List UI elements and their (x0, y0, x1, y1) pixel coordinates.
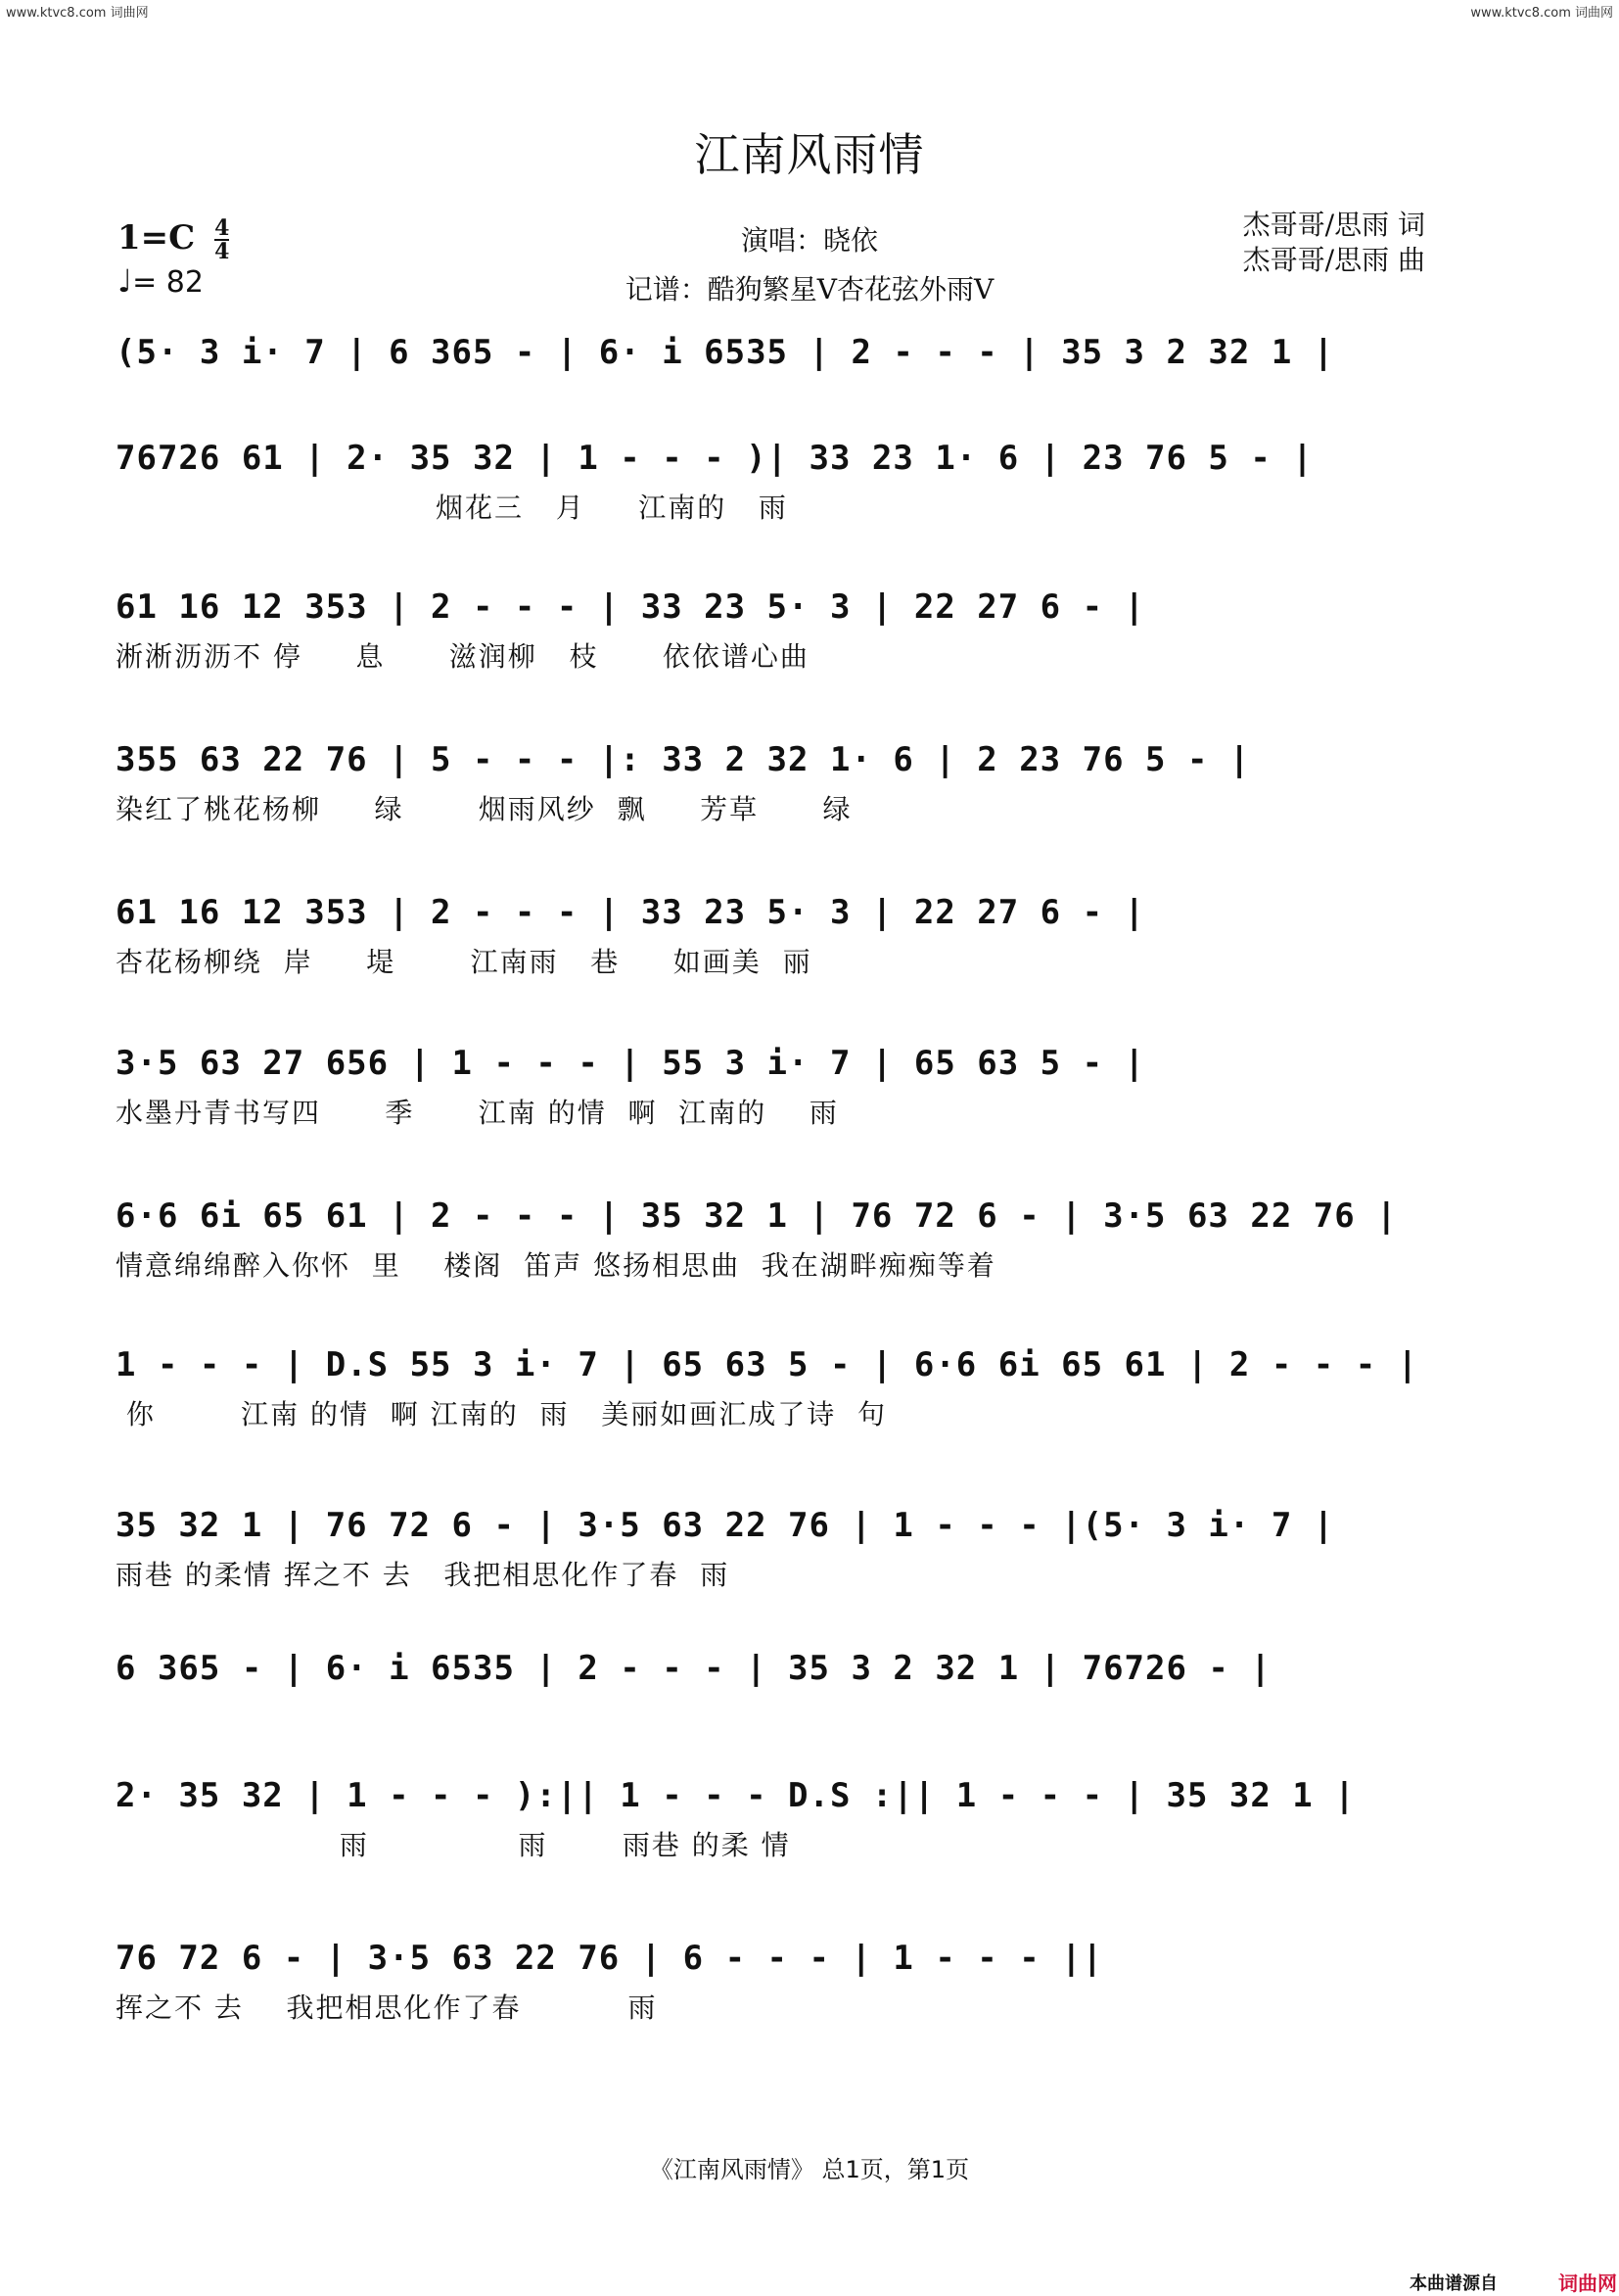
lyricist-credit: 杰哥哥/思雨 词 (1242, 209, 1425, 241)
tempo-value: = 82 (132, 265, 204, 300)
notation-row: (5· 3 i· 7 | 6 365 - | 6· i 6535 | 2 - - - | 35 3 2 32 1 | (116, 333, 1335, 372)
watermark-bottom-right: 词曲网 (1558, 2272, 1617, 2295)
watermark-bottom-left: 本曲谱源自 (1410, 2273, 1498, 2294)
notation-row: 6·6 6i 65 61 | 2 - - - | 35 32 1 | 76 72 6 - | 3·5 63 22 76 | (116, 1196, 1398, 1236)
notation-row: 6 365 - | 6· i 6535 | 2 - - - | 35 3 2 32 1 | 76726 - | (116, 1649, 1272, 1688)
staff-line (116, 740, 1427, 826)
staff-line (116, 439, 1427, 525)
lyrics-row: 染红了桃花杨柳 绿 烟雨风纱 飘 芳草 绿 (116, 793, 853, 825)
lyrics-row (116, 386, 1427, 419)
lyrics-row: 情意绵绵醉入你怀 里 楼阁 笛声 悠扬相思曲 我在湖畔痴痴等着 (116, 1249, 996, 1282)
lyrics-row: 挥之不 去 我把相思化作了春 雨 (116, 1991, 658, 2024)
watermark-top-left: www.ktvc8.com 词曲网 (6, 6, 149, 21)
notation-row: 61 16 12 353 | 2 - - - | 33 23 5· 3 | 22 27 6 - | (116, 893, 1146, 932)
notation-row: 2· 35 32 | 1 - - - ):|| 1 - - - D.S :|| 1 - - - | 35 32 1 | (116, 1776, 1356, 1815)
staff-line (116, 1196, 1427, 1283)
lyrics-row: 你 江南 的情 啊 江南的 雨 美丽如画汇成了诗 句 (116, 1398, 888, 1430)
staff-line (116, 1776, 1427, 1862)
notation-row: 76726 61 | 2· 35 32 | 1 - - - )| 33 23 1· 6 | 23 76 5 - | (116, 439, 1314, 478)
page-footer: 《江南风雨情》 总1页，第1页 (649, 2156, 970, 2183)
staff-line (116, 1649, 1427, 1735)
composer-credit: 杰哥哥/思雨 曲 (1242, 244, 1425, 276)
lyrics-row: 淅淅沥沥不 停 息 滋润柳 枝 依依谱心曲 (116, 640, 810, 673)
staff-line (116, 1044, 1427, 1130)
notation-row: 76 72 6 - | 3·5 63 22 76 | 6 - - - | 1 - - - || (116, 1939, 1104, 1978)
key-label: 1=C (117, 218, 196, 258)
staff-line (116, 1939, 1427, 2025)
notation-row: 35 32 1 | 76 72 6 - | 3·5 63 22 76 | 1 - - - |(5· 3 i· 7 | (116, 1506, 1335, 1545)
staff-line (116, 1345, 1427, 1431)
staff-line (116, 1506, 1427, 1592)
singer-credit: 演唱：晓依 (740, 224, 878, 257)
time-bottom: 4 (214, 239, 230, 264)
watermark-top-right: www.ktvc8.com 词曲网 (1470, 6, 1613, 21)
notation-row: 3·5 63 27 656 | 1 - - - | 55 3 i· 7 | 65 63 5 - | (116, 1044, 1146, 1083)
staff-line (116, 893, 1427, 979)
quarter-note-icon: ♩ (117, 262, 133, 300)
notation-row: 1 - - - | D.S 55 3 i· 7 | 65 63 5 - | 6·6 6i 65 61 | 2 - - - | (116, 1345, 1419, 1384)
time-top: 4 (214, 215, 230, 241)
transcriber-credit: 记谱：酷狗繁星V杏花弦外雨V (624, 273, 995, 305)
lyrics-row: 雨巷 的柔情 挥之不 去 我把相思化作了春 雨 (116, 1559, 730, 1591)
notation-row: 355 63 22 76 | 5 - - - |: 33 2 32 1· 6 | 2 23 76 5 - | (116, 740, 1251, 779)
lyrics-row: 雨 雨 雨巷 的柔 情 (116, 1829, 791, 1861)
lyrics-row: 杏花杨柳绕 岸 堤 江南雨 巷 如画美 丽 (116, 946, 812, 978)
lyrics-row: 烟花三 月 江南的 雨 (116, 492, 788, 524)
lyrics-row (116, 1702, 1427, 1735)
song-title: 江南风雨情 (694, 128, 925, 181)
notation-row: 61 16 12 353 | 2 - - - | 33 23 5· 3 | 22 27 6 - | (116, 587, 1146, 627)
staff-line (116, 587, 1427, 674)
lyrics-row: 水墨丹青书写四 季 江南 的情 啊 江南的 雨 (116, 1097, 839, 1129)
staff-line (116, 333, 1427, 419)
